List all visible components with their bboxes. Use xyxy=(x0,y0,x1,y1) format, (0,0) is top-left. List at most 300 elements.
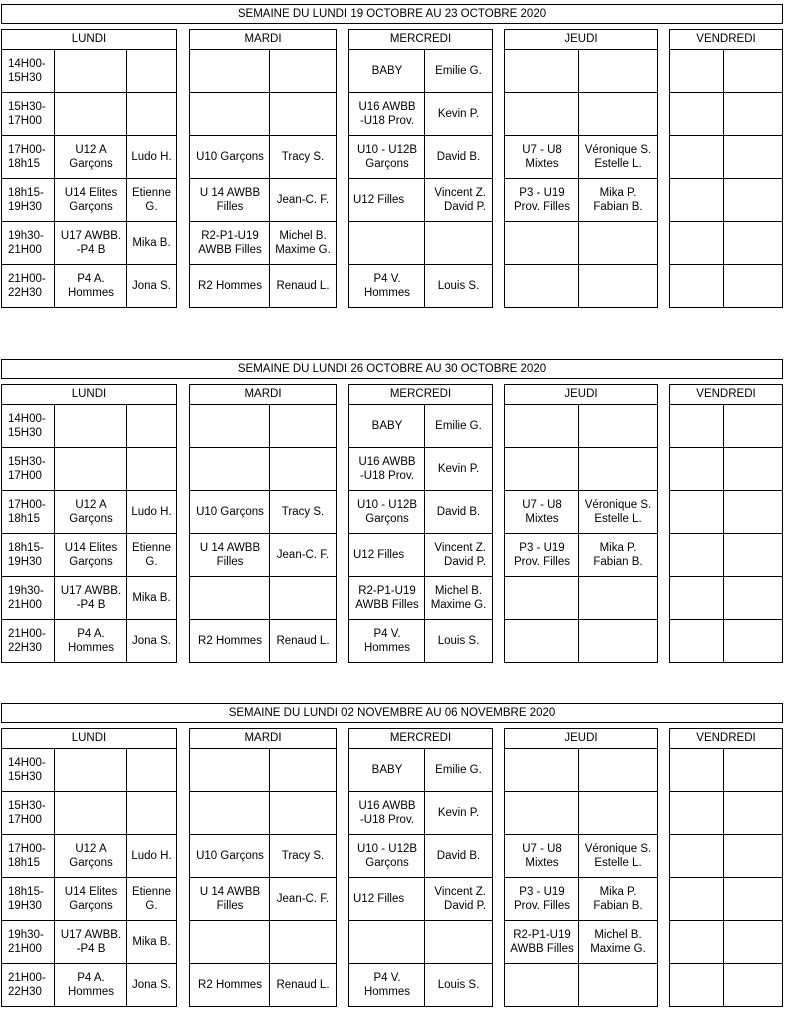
coach-cell xyxy=(270,222,336,264)
coach-cell xyxy=(724,265,782,307)
day-block-jeudi xyxy=(504,384,658,663)
coach-cell xyxy=(579,448,657,490)
coach-label: Vincent Z. David P. xyxy=(434,542,486,568)
time-slot xyxy=(2,835,55,877)
coach-cell xyxy=(127,222,176,264)
coach-cell xyxy=(270,878,336,920)
coach-label: Vincent Z. David P. xyxy=(434,187,486,213)
coach-cell xyxy=(127,749,176,791)
coach-label: Kevin P. xyxy=(437,807,480,819)
team-cell xyxy=(190,835,270,877)
day-header: MARDI xyxy=(190,385,336,405)
coach-cell xyxy=(127,878,176,920)
team-label: U10 - U12B Garçons xyxy=(356,144,418,170)
time-slot-label: 17H00- 18h15 xyxy=(8,144,46,170)
coach-cell xyxy=(579,921,657,963)
coach-label: Louis S. xyxy=(437,979,480,991)
team-label: R2 Hommes xyxy=(198,280,262,292)
week-title: SEMAINE DU LUNDI 02 NOVEMBRE AU 06 NOVEMBRE 2020 xyxy=(1,703,783,723)
team-cell xyxy=(505,577,579,619)
day-header: MERCREDI xyxy=(349,729,492,749)
coach-cell xyxy=(270,921,336,963)
team-label: P4 A. Hommes xyxy=(67,273,114,299)
coach-cell xyxy=(425,749,492,791)
day-header: MERCREDI xyxy=(349,385,492,405)
team-label: U 14 AWBB Filles xyxy=(199,542,261,568)
week-schedule xyxy=(1,4,783,308)
team-cell xyxy=(670,792,724,834)
coach-cell xyxy=(579,405,657,447)
coach-cell xyxy=(724,964,782,1006)
day-header: MERCREDI xyxy=(349,30,492,50)
day-block-vendredi xyxy=(669,384,783,663)
team-cell xyxy=(190,491,270,533)
coach-label: Renaud L. xyxy=(276,635,330,647)
team-label: U12 Filles xyxy=(353,893,405,905)
coach-cell xyxy=(270,964,336,1006)
day-block-lundi xyxy=(1,29,177,308)
team-cell xyxy=(505,265,579,307)
coach-cell xyxy=(579,577,657,619)
team-label: U14 Elites Garçons xyxy=(64,187,118,213)
team-cell xyxy=(349,405,425,447)
day-block-vendredi xyxy=(669,29,783,308)
time-slot xyxy=(2,491,55,533)
team-cell xyxy=(670,448,724,490)
team-cell xyxy=(505,534,579,576)
coach-cell xyxy=(724,534,782,576)
coach-cell xyxy=(579,50,657,92)
day-block-lundi xyxy=(1,728,177,1007)
team-cell xyxy=(505,405,579,447)
time-slot xyxy=(2,179,55,221)
team-cell xyxy=(349,136,425,178)
coach-label: David B. xyxy=(436,151,481,163)
team-cell xyxy=(349,835,425,877)
coach-label: Michel B. Maxime G. xyxy=(430,585,487,611)
team-label: P3 - U19 Prov. Filles xyxy=(513,542,571,568)
coach-cell xyxy=(425,265,492,307)
coach-cell xyxy=(127,265,176,307)
coach-cell xyxy=(724,93,782,135)
coach-label: Jean-C. F. xyxy=(276,549,330,561)
time-slot-label: 17H00- 18h15 xyxy=(8,499,46,525)
coach-cell xyxy=(127,491,176,533)
team-cell xyxy=(670,921,724,963)
time-slot xyxy=(2,222,55,264)
coach-cell xyxy=(425,878,492,920)
team-label: R2-P1-U19 AWBB Filles xyxy=(355,585,419,611)
team-cell xyxy=(190,179,270,221)
coach-cell xyxy=(425,921,492,963)
team-label: P4 V. Hommes xyxy=(363,972,410,998)
team-label: BABY xyxy=(371,420,403,432)
day-block-mercredi xyxy=(348,384,493,663)
coach-cell xyxy=(579,620,657,662)
coach-cell xyxy=(724,921,782,963)
team-cell xyxy=(505,93,579,135)
time-slot-label: 19h30- 21H00 xyxy=(8,230,44,256)
coach-cell xyxy=(579,93,657,135)
team-cell xyxy=(190,222,270,264)
team-label: BABY xyxy=(371,65,403,77)
team-label: U12 Filles xyxy=(353,549,405,561)
time-slot xyxy=(2,792,55,834)
team-cell xyxy=(55,921,127,963)
team-cell xyxy=(505,749,579,791)
coach-label: Emilie G. xyxy=(435,764,482,776)
team-label: U12 A Garçons xyxy=(69,843,113,869)
team-label: P4 A. Hommes xyxy=(67,628,114,654)
team-cell xyxy=(505,491,579,533)
coach-cell xyxy=(579,792,657,834)
week-schedule xyxy=(1,703,783,1007)
coach-label: Mika P. Fabian B. xyxy=(593,886,643,912)
coach-cell xyxy=(724,792,782,834)
coach-cell xyxy=(425,620,492,662)
team-cell xyxy=(349,491,425,533)
team-cell xyxy=(190,878,270,920)
coach-cell xyxy=(724,179,782,221)
team-cell xyxy=(55,136,127,178)
coach-label: Jona S. xyxy=(132,635,171,647)
coach-cell xyxy=(579,534,657,576)
team-label: U16 AWBB -U18 Prov. xyxy=(358,800,416,826)
coach-cell xyxy=(425,222,492,264)
coach-label: Emilie G. xyxy=(435,420,482,432)
coach-label: Jean-C. F. xyxy=(276,893,330,905)
coach-cell xyxy=(425,405,492,447)
coach-label: Tracy S. xyxy=(281,850,325,862)
time-slot xyxy=(2,93,55,135)
team-label: U 14 AWBB Filles xyxy=(199,886,261,912)
time-slot-label: 14H00- 15H30 xyxy=(8,757,46,783)
team-cell xyxy=(55,620,127,662)
team-cell xyxy=(55,749,127,791)
team-cell xyxy=(670,878,724,920)
time-slot-label: 18h15- 19H30 xyxy=(8,187,44,213)
coach-cell xyxy=(127,620,176,662)
team-cell xyxy=(349,921,425,963)
time-slot-label: 14H00- 15H30 xyxy=(8,58,46,84)
coach-cell xyxy=(425,93,492,135)
coach-cell xyxy=(270,50,336,92)
coach-cell xyxy=(270,749,336,791)
team-cell xyxy=(670,964,724,1006)
day-block-lundi xyxy=(1,384,177,663)
team-label: U 14 AWBB Filles xyxy=(199,187,261,213)
time-slot xyxy=(2,534,55,576)
team-cell xyxy=(190,405,270,447)
day-block-mercredi xyxy=(348,728,493,1007)
team-cell xyxy=(670,93,724,135)
coach-cell xyxy=(270,620,336,662)
team-cell xyxy=(190,792,270,834)
day-header: JEUDI xyxy=(505,30,657,50)
team-cell xyxy=(670,749,724,791)
team-cell xyxy=(190,136,270,178)
coach-cell xyxy=(127,534,176,576)
team-label: U7 - U8 Mixtes xyxy=(522,499,562,525)
team-cell xyxy=(505,50,579,92)
team-label: U14 Elites Garçons xyxy=(64,886,118,912)
team-label: U12 A Garçons xyxy=(69,499,113,525)
coach-cell xyxy=(127,50,176,92)
coach-cell xyxy=(425,534,492,576)
coach-cell xyxy=(270,136,336,178)
team-cell xyxy=(55,50,127,92)
team-label: U10 Garçons xyxy=(196,506,264,518)
coach-label: Vincent Z. David P. xyxy=(434,886,486,912)
team-label: BABY xyxy=(371,764,403,776)
coach-cell xyxy=(579,964,657,1006)
time-slot-label: 19h30- 21H00 xyxy=(8,929,44,955)
team-label: U17 AWBB. -P4 B xyxy=(60,585,122,611)
team-label: P4 A. Hommes xyxy=(67,972,114,998)
team-cell xyxy=(349,50,425,92)
team-cell xyxy=(190,749,270,791)
team-label: U14 Elites Garçons xyxy=(64,542,118,568)
time-slot xyxy=(2,921,55,963)
team-cell xyxy=(349,792,425,834)
team-cell xyxy=(190,964,270,1006)
team-cell xyxy=(190,534,270,576)
coach-label: Renaud L. xyxy=(276,280,330,292)
day-block-mardi xyxy=(189,728,337,1007)
coach-label: Michel B. Maxime G. xyxy=(275,230,331,256)
week-title: SEMAINE DU LUNDI 19 OCTOBRE AU 23 OCTOBRE 2020 xyxy=(1,4,783,24)
week-schedule xyxy=(1,359,783,663)
team-cell xyxy=(505,792,579,834)
coach-cell xyxy=(724,577,782,619)
team-label: U7 - U8 Mixtes xyxy=(522,843,562,869)
coach-label: Kevin P. xyxy=(437,108,480,120)
day-block-vendredi xyxy=(669,728,783,1007)
coach-cell xyxy=(425,835,492,877)
coach-label: Emilie G. xyxy=(435,65,482,77)
coach-cell xyxy=(127,93,176,135)
team-cell xyxy=(349,577,425,619)
team-label: R2 Hommes xyxy=(198,979,262,991)
team-cell xyxy=(670,136,724,178)
coach-label: Tracy S. xyxy=(281,506,325,518)
coach-cell xyxy=(724,491,782,533)
coach-cell xyxy=(270,792,336,834)
coach-label: Kevin P. xyxy=(437,463,480,475)
team-cell xyxy=(670,534,724,576)
coach-cell xyxy=(724,448,782,490)
day-header: VENDREDI xyxy=(670,30,782,50)
coach-cell xyxy=(425,792,492,834)
coach-cell xyxy=(579,491,657,533)
coach-cell xyxy=(425,448,492,490)
coach-label: Jona S. xyxy=(132,979,171,991)
coach-label: Renaud L. xyxy=(276,979,330,991)
team-cell xyxy=(349,878,425,920)
team-cell xyxy=(349,222,425,264)
team-cell xyxy=(670,835,724,877)
coach-label: Etienne G. xyxy=(131,542,171,568)
time-slot xyxy=(2,405,55,447)
coach-label: Mika B. xyxy=(132,592,171,604)
day-header: JEUDI xyxy=(505,729,657,749)
time-slot xyxy=(2,265,55,307)
team-label: P3 - U19 Prov. Filles xyxy=(513,187,571,213)
time-slot-label: 15H30- 17H00 xyxy=(8,800,46,826)
team-cell xyxy=(505,878,579,920)
coach-label: Véronique S. Estelle L. xyxy=(584,144,652,170)
team-cell xyxy=(190,921,270,963)
day-header: LUNDI xyxy=(2,729,176,749)
time-slot-label: 15H30- 17H00 xyxy=(8,101,46,127)
team-cell xyxy=(55,222,127,264)
coach-cell xyxy=(579,265,657,307)
coach-label: Véronique S. Estelle L. xyxy=(584,843,652,869)
team-label: P4 V. Hommes xyxy=(363,628,410,654)
team-cell xyxy=(349,964,425,1006)
coach-cell xyxy=(127,136,176,178)
week-title: SEMAINE DU LUNDI 26 OCTOBRE AU 30 OCTOBRE 2020 xyxy=(1,359,783,379)
coach-cell xyxy=(270,491,336,533)
team-cell xyxy=(670,577,724,619)
team-cell xyxy=(670,179,724,221)
team-cell xyxy=(670,620,724,662)
day-header: VENDREDI xyxy=(670,385,782,405)
coach-label: Etienne G. xyxy=(131,886,171,912)
time-slot-label: 17H00- 18h15 xyxy=(8,843,46,869)
coach-cell xyxy=(425,577,492,619)
coach-cell xyxy=(270,577,336,619)
coach-cell xyxy=(425,136,492,178)
time-slot xyxy=(2,577,55,619)
time-slot-label: 18h15- 19H30 xyxy=(8,542,44,568)
coach-cell xyxy=(127,405,176,447)
coach-cell xyxy=(127,921,176,963)
time-slot-label: 21H00- 22H30 xyxy=(8,628,46,654)
team-label: U16 AWBB -U18 Prov. xyxy=(358,101,416,127)
coach-label: Véronique S. Estelle L. xyxy=(584,499,652,525)
coach-cell xyxy=(127,179,176,221)
coach-cell xyxy=(127,792,176,834)
coach-cell xyxy=(724,620,782,662)
coach-cell xyxy=(579,222,657,264)
coach-label: Michel B. Maxime G. xyxy=(590,929,646,955)
team-cell xyxy=(349,749,425,791)
team-label: R2-P1-U19 AWBB Filles xyxy=(198,230,262,256)
day-header: LUNDI xyxy=(2,385,176,405)
day-header: VENDREDI xyxy=(670,729,782,749)
time-slot xyxy=(2,749,55,791)
team-label: P4 V. Hommes xyxy=(363,273,410,299)
coach-cell xyxy=(127,577,176,619)
time-slot xyxy=(2,964,55,1006)
coach-label: Mika P. Fabian B. xyxy=(593,187,643,213)
coach-cell xyxy=(579,749,657,791)
day-block-jeudi xyxy=(504,29,658,308)
time-slot-label: 19h30- 21H00 xyxy=(8,585,44,611)
team-cell xyxy=(55,265,127,307)
team-cell xyxy=(55,577,127,619)
team-cell xyxy=(55,835,127,877)
team-label: U10 - U12B Garçons xyxy=(356,843,418,869)
coach-cell xyxy=(270,179,336,221)
team-cell xyxy=(505,222,579,264)
team-label: U10 Garçons xyxy=(196,850,264,862)
team-cell xyxy=(505,921,579,963)
coach-cell xyxy=(270,405,336,447)
team-cell xyxy=(190,577,270,619)
team-cell xyxy=(349,265,425,307)
coach-cell xyxy=(425,50,492,92)
time-slot xyxy=(2,136,55,178)
coach-cell xyxy=(724,749,782,791)
coach-cell xyxy=(579,136,657,178)
time-slot-label: 21H00- 22H30 xyxy=(8,273,46,299)
team-label: U17 AWBB. -P4 B xyxy=(60,230,122,256)
day-header: MARDI xyxy=(190,30,336,50)
day-block-mardi xyxy=(189,29,337,308)
team-label: U16 AWBB -U18 Prov. xyxy=(358,456,416,482)
team-label: U12 A Garçons xyxy=(69,144,113,170)
team-cell xyxy=(670,222,724,264)
time-slot-label: 15H30- 17H00 xyxy=(8,456,46,482)
time-slot xyxy=(2,620,55,662)
coach-cell xyxy=(579,179,657,221)
team-cell xyxy=(55,878,127,920)
team-cell xyxy=(349,179,425,221)
time-slot xyxy=(2,50,55,92)
coach-cell xyxy=(270,448,336,490)
coach-label: David B. xyxy=(436,850,481,862)
team-label: U10 - U12B Garçons xyxy=(356,499,418,525)
coach-cell xyxy=(425,964,492,1006)
team-cell xyxy=(670,491,724,533)
time-slot-label: 18h15- 19H30 xyxy=(8,886,44,912)
team-cell xyxy=(349,448,425,490)
coach-cell xyxy=(127,964,176,1006)
team-cell xyxy=(190,93,270,135)
coach-label: David B. xyxy=(436,506,481,518)
coach-label: Mika P. Fabian B. xyxy=(593,542,643,568)
coach-cell xyxy=(724,50,782,92)
coach-label: Mika B. xyxy=(132,936,171,948)
time-slot xyxy=(2,448,55,490)
team-cell xyxy=(55,792,127,834)
team-cell xyxy=(505,964,579,1006)
coach-label: Jona S. xyxy=(132,280,171,292)
team-cell xyxy=(670,405,724,447)
team-cell xyxy=(190,265,270,307)
team-cell xyxy=(55,491,127,533)
day-header: MARDI xyxy=(190,729,336,749)
team-cell xyxy=(55,405,127,447)
coach-label: Louis S. xyxy=(437,280,480,292)
team-label: U10 Garçons xyxy=(196,151,264,163)
day-block-mardi xyxy=(189,384,337,663)
coach-cell xyxy=(270,534,336,576)
coach-cell xyxy=(425,491,492,533)
team-label: U12 Filles xyxy=(353,194,405,206)
team-cell xyxy=(190,620,270,662)
team-label: R2 Hommes xyxy=(198,635,262,647)
coach-cell xyxy=(127,448,176,490)
time-slot-label: 14H00- 15H30 xyxy=(8,413,46,439)
team-cell xyxy=(505,179,579,221)
coach-label: Ludo H. xyxy=(131,151,172,163)
coach-label: Tracy S. xyxy=(281,151,325,163)
team-label: U7 - U8 Mixtes xyxy=(522,144,562,170)
day-header: LUNDI xyxy=(2,30,176,50)
